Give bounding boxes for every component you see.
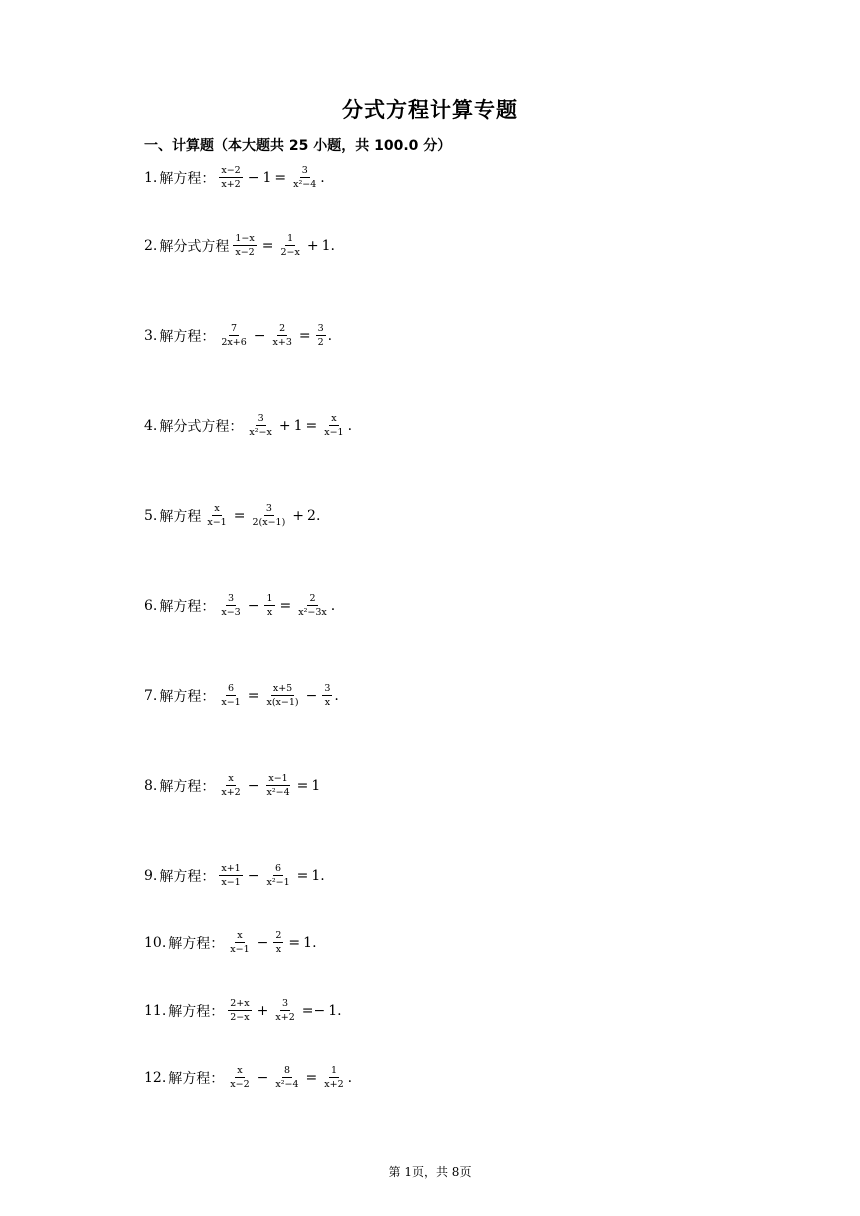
fraction-denominator: 2x+6 — [221, 337, 247, 348]
problem-item — [144, 233, 335, 258]
fraction-denominator: 2(x−1) — [252, 517, 286, 528]
problem-item — [144, 323, 332, 348]
equation-term: . — [334, 687, 339, 704]
problem-instruction: 解方程： — [159, 328, 216, 345]
operator: = — [305, 1069, 318, 1086]
problem-instruction: 解方程： — [159, 868, 216, 885]
fraction — [247, 413, 273, 438]
fraction-numerator: 8 — [283, 1065, 290, 1076]
fraction — [264, 683, 300, 708]
equation-term: 2. — [307, 507, 321, 524]
fraction — [228, 1065, 251, 1090]
equation — [245, 413, 352, 438]
problem-item — [144, 413, 352, 438]
equation — [217, 593, 335, 618]
fraction — [205, 503, 228, 528]
fraction — [264, 863, 291, 888]
fraction-denominator: x−1 — [221, 697, 241, 708]
fraction — [264, 593, 274, 618]
fraction-numerator: x−2 — [221, 165, 241, 176]
fraction-denominator: x²−x — [249, 427, 272, 438]
fraction-numerator: x — [228, 773, 234, 784]
problem-number: 2. — [144, 237, 158, 254]
fraction-denominator: x²−3x — [298, 607, 327, 618]
fraction-numerator: 3 — [301, 165, 308, 176]
operator: = — [247, 687, 260, 704]
fraction-denominator: x−3 — [221, 607, 241, 618]
problem-instruction: 解方程： — [159, 598, 216, 615]
equation-term: 1 — [262, 169, 272, 186]
fraction-denominator: 2−x — [230, 1012, 250, 1023]
fraction — [273, 1065, 300, 1090]
problem-instruction: 解分式方程： — [159, 418, 244, 435]
fraction-numerator: 3 — [324, 683, 331, 694]
operator: = — [305, 417, 318, 434]
equation — [217, 773, 320, 798]
problem-instruction: 解方程： — [159, 688, 216, 705]
equation — [217, 165, 324, 190]
fraction-denominator: x²−4 — [266, 787, 290, 798]
problem-item — [144, 930, 317, 955]
fraction-numerator: 2+x — [230, 998, 250, 1009]
problem-number: 6. — [144, 597, 158, 614]
problem-number: 5. — [144, 507, 158, 524]
problem-number: 1. — [144, 169, 158, 186]
fraction-numerator: 1 — [266, 593, 273, 604]
problem-item — [144, 998, 342, 1023]
fraction-numerator: 2 — [275, 930, 282, 941]
fraction-denominator: x+2 — [275, 1012, 295, 1023]
fraction-numerator: 1−x — [235, 233, 255, 244]
problem-item — [144, 165, 325, 190]
problem-instruction: 解方程 — [159, 508, 202, 525]
problem-instruction: 解分式方程 — [159, 238, 230, 255]
operator: = — [279, 597, 292, 614]
fraction-denominator: x−1 — [207, 517, 227, 528]
fraction-numerator: 6 — [275, 863, 282, 874]
fraction — [219, 773, 242, 798]
page-footer: 第 1页，共 8页 — [388, 1165, 472, 1179]
fraction — [228, 930, 251, 955]
fraction — [250, 503, 287, 528]
fraction — [219, 165, 242, 190]
fraction-numerator: 1 — [287, 233, 294, 244]
equation-term: 1. — [303, 934, 317, 951]
operator: = — [298, 327, 311, 344]
fraction — [271, 323, 294, 348]
fraction — [278, 233, 301, 258]
fraction-numerator: 2 — [279, 323, 286, 334]
operator: − — [253, 327, 266, 344]
fraction-denominator: x+2 — [221, 179, 241, 190]
equation-term: 1 — [293, 417, 303, 434]
equation — [217, 683, 338, 708]
fraction-denominator: x²−4 — [275, 1079, 299, 1090]
fraction — [322, 683, 332, 708]
fraction-numerator: x+5 — [272, 683, 293, 694]
problem-number: 11. — [144, 1002, 167, 1019]
equation-term: 1. — [328, 1002, 342, 1019]
fraction-denominator: x+2 — [221, 787, 241, 798]
operator: = — [296, 777, 309, 794]
fraction-denominator: x−2 — [230, 1079, 250, 1090]
operator: = — [261, 237, 274, 254]
problem-instruction: 解方程： — [159, 170, 216, 187]
fraction-numerator: 1 — [330, 1065, 337, 1076]
problem-item — [144, 773, 320, 798]
equation — [226, 1065, 352, 1090]
problem-item — [144, 593, 335, 618]
equation-term: . — [330, 597, 336, 614]
fraction — [219, 323, 248, 348]
operator: + — [256, 1002, 269, 1019]
fraction-numerator: x−1 — [268, 773, 288, 784]
operator: − — [256, 934, 269, 951]
problem-item — [144, 1065, 352, 1090]
operator: = — [274, 169, 287, 186]
problem-instruction: 解方程： — [168, 1070, 225, 1087]
operator: − — [247, 597, 260, 614]
operator: − — [247, 169, 260, 186]
fraction-numerator: 3 — [228, 593, 235, 604]
fraction — [228, 998, 251, 1023]
page-title: 分式方程计算专题 — [342, 98, 518, 122]
fraction-denominator: x−1 — [221, 877, 241, 888]
fraction-numerator: x — [237, 930, 243, 941]
problem-number: 4. — [144, 417, 158, 434]
operator: = — [288, 934, 301, 951]
fraction-numerator: x — [237, 1065, 243, 1076]
fraction-numerator: x+1 — [221, 863, 241, 874]
equation — [203, 503, 320, 528]
section-heading: 一、计算题（本大题共 25 小题，共 100.0 分） — [144, 138, 452, 154]
equation-term: . — [327, 327, 333, 344]
fraction — [296, 593, 329, 618]
problem-item — [144, 683, 339, 708]
fraction — [219, 863, 242, 888]
fraction-denominator: x²−4 — [293, 179, 317, 190]
fraction — [316, 323, 326, 348]
fraction — [233, 233, 256, 258]
fraction-denominator: x+2 — [324, 1079, 344, 1090]
fraction-numerator: 3 — [265, 503, 272, 514]
fraction-denominator: x+3 — [272, 337, 292, 348]
problem-number: 10. — [144, 934, 167, 951]
operator: − — [247, 777, 260, 794]
equation-term: . — [347, 1069, 353, 1086]
operator: + — [292, 507, 305, 524]
fraction-denominator: 2 — [317, 337, 324, 348]
operator: = — [296, 867, 309, 884]
fraction-denominator: x²−1 — [266, 877, 290, 888]
equation — [231, 233, 335, 258]
problem-item — [144, 503, 320, 528]
equation — [217, 323, 332, 348]
equation-term: . — [320, 169, 325, 186]
fraction — [219, 593, 242, 618]
problem-number: 8. — [144, 777, 158, 794]
fraction-denominator: x(x−1) — [266, 697, 299, 708]
fraction — [322, 413, 345, 438]
fraction-numerator: 7 — [231, 323, 238, 334]
problem-instruction: 解方程： — [159, 778, 216, 795]
problem-number: 7. — [144, 687, 158, 704]
operator: − — [305, 687, 318, 704]
equation-term: . — [347, 417, 353, 434]
fraction-numerator: x — [331, 413, 337, 424]
equation — [226, 998, 341, 1023]
fraction — [273, 998, 296, 1023]
operator: + — [306, 237, 319, 254]
problem-instruction: 解方程： — [168, 935, 225, 952]
fraction-denominator: x — [324, 697, 331, 708]
operator: =− — [301, 1002, 326, 1019]
problem-item — [144, 863, 325, 888]
fraction — [219, 683, 242, 708]
operator: − — [247, 867, 260, 884]
fraction — [291, 165, 318, 190]
problem-instruction: 解方程： — [168, 1003, 225, 1020]
fraction-numerator: x — [214, 503, 220, 514]
fraction-numerator: 3 — [282, 998, 289, 1009]
equation-term: 1 — [311, 777, 321, 794]
equation — [226, 930, 316, 955]
operator: − — [256, 1069, 269, 1086]
fraction — [273, 930, 283, 955]
fraction-numerator: 2 — [309, 593, 316, 604]
equation-term: 1. — [311, 867, 325, 884]
equation-term: 1. — [321, 237, 335, 254]
equation — [217, 863, 324, 888]
fraction-denominator: x−2 — [235, 247, 255, 258]
operator: + — [278, 417, 291, 434]
problem-number: 9. — [144, 867, 158, 884]
fraction-denominator: x — [266, 607, 273, 618]
fraction — [322, 1065, 345, 1090]
fraction-denominator: 2−x — [280, 247, 300, 258]
fraction-numerator: 6 — [228, 683, 235, 694]
fraction-numerator: 3 — [257, 413, 264, 424]
problem-number: 12. — [144, 1069, 167, 1086]
fraction-denominator: x−1 — [324, 427, 344, 438]
fraction-numerator: 3 — [317, 323, 324, 334]
fraction-denominator: x — [275, 944, 282, 955]
problem-number: 3. — [144, 327, 158, 344]
fraction — [264, 773, 291, 798]
operator: = — [233, 507, 246, 524]
fraction-denominator: x−1 — [230, 944, 250, 955]
